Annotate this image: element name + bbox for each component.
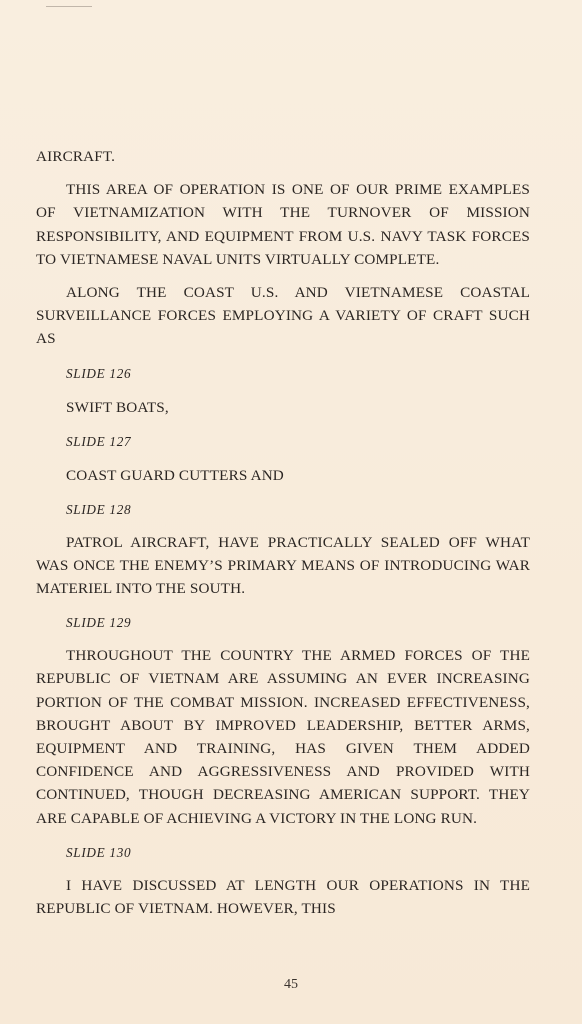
paragraph-coastal-surveillance: ALONG THE COAST U.S. AND VIETNAMESE COASTAL SURVEILLANCE FORCES EMPLOYING A VARIETY OF CRAFT SUCH AS (36, 284, 530, 348)
opening-line: AIRCRAFT. (36, 148, 116, 165)
line-swift-boats: SWIFT BOATS, (66, 398, 169, 416)
paragraph-vietnamization: THIS AREA OF OPERATION IS ONE OF OUR PRIME EXAMPLES OF VIETNAMIZATION WITH THE TURNOVER OF MISSION RESPONSIBILITY, AND EQUIPMENT FROM U.S. NAVY TASK FORCES TO VIETNAMESE NAVAL UNITS VIRTUALLY COMPLETE. (36, 181, 530, 268)
slide-cue-127: SLIDE 127 (66, 433, 132, 449)
page-number: 45 (284, 977, 298, 992)
slide-cue-129: SLIDE 129 (66, 615, 132, 631)
line-coast-guard: COAST GUARD CUTTERS AND (66, 466, 284, 484)
paragraph-armed-forces: THROUGHOUT THE COUNTRY THE ARMED FORCES OF THE REPUBLIC OF VIETNAM ARE ASSUMING AN EVER INCREASING PORTION OF THE COMBAT MISSION. INCREASED EFFECTIVENESS, BROUGHT ABOUT BY IMPROVED LEADERSHIP, BETTER ARMS, EQUIPMENT AND TRAINING, HAS GIVEN THEM ADDED CONFIDENCE AND AGGRESSIVENESS AND PROVIDED WITH CONTINUED, THOUGH DECREASING AMERICAN SUPPORT. THEY ARE CAPABLE OF ACHIEVING A VICTORY IN THE LONG RUN. (36, 647, 530, 827)
slide-cue-126: SLIDE 126 (66, 365, 132, 381)
top-rule (46, 6, 92, 7)
paragraph-patrol-aircraft: PATROL AIRCRAFT, HAVE PRACTICALLY SEALED OFF WHAT WAS ONCE THE ENEMY’S PRIMARY MEANS OF INTRODUCING WAR MATERIEL INTO THE SOUTH. (36, 533, 530, 598)
paragraph-discussion: I HAVE DISCUSSED AT LENGTH OUR OPERATIONS IN THE REPUBLIC OF VIETNAM. HOWEVER, THIS (36, 876, 530, 918)
slide-cue-130: SLIDE 130 (66, 844, 132, 860)
page-content (36, 145, 530, 920)
slide-cue-128: SLIDE 128 (66, 501, 132, 517)
